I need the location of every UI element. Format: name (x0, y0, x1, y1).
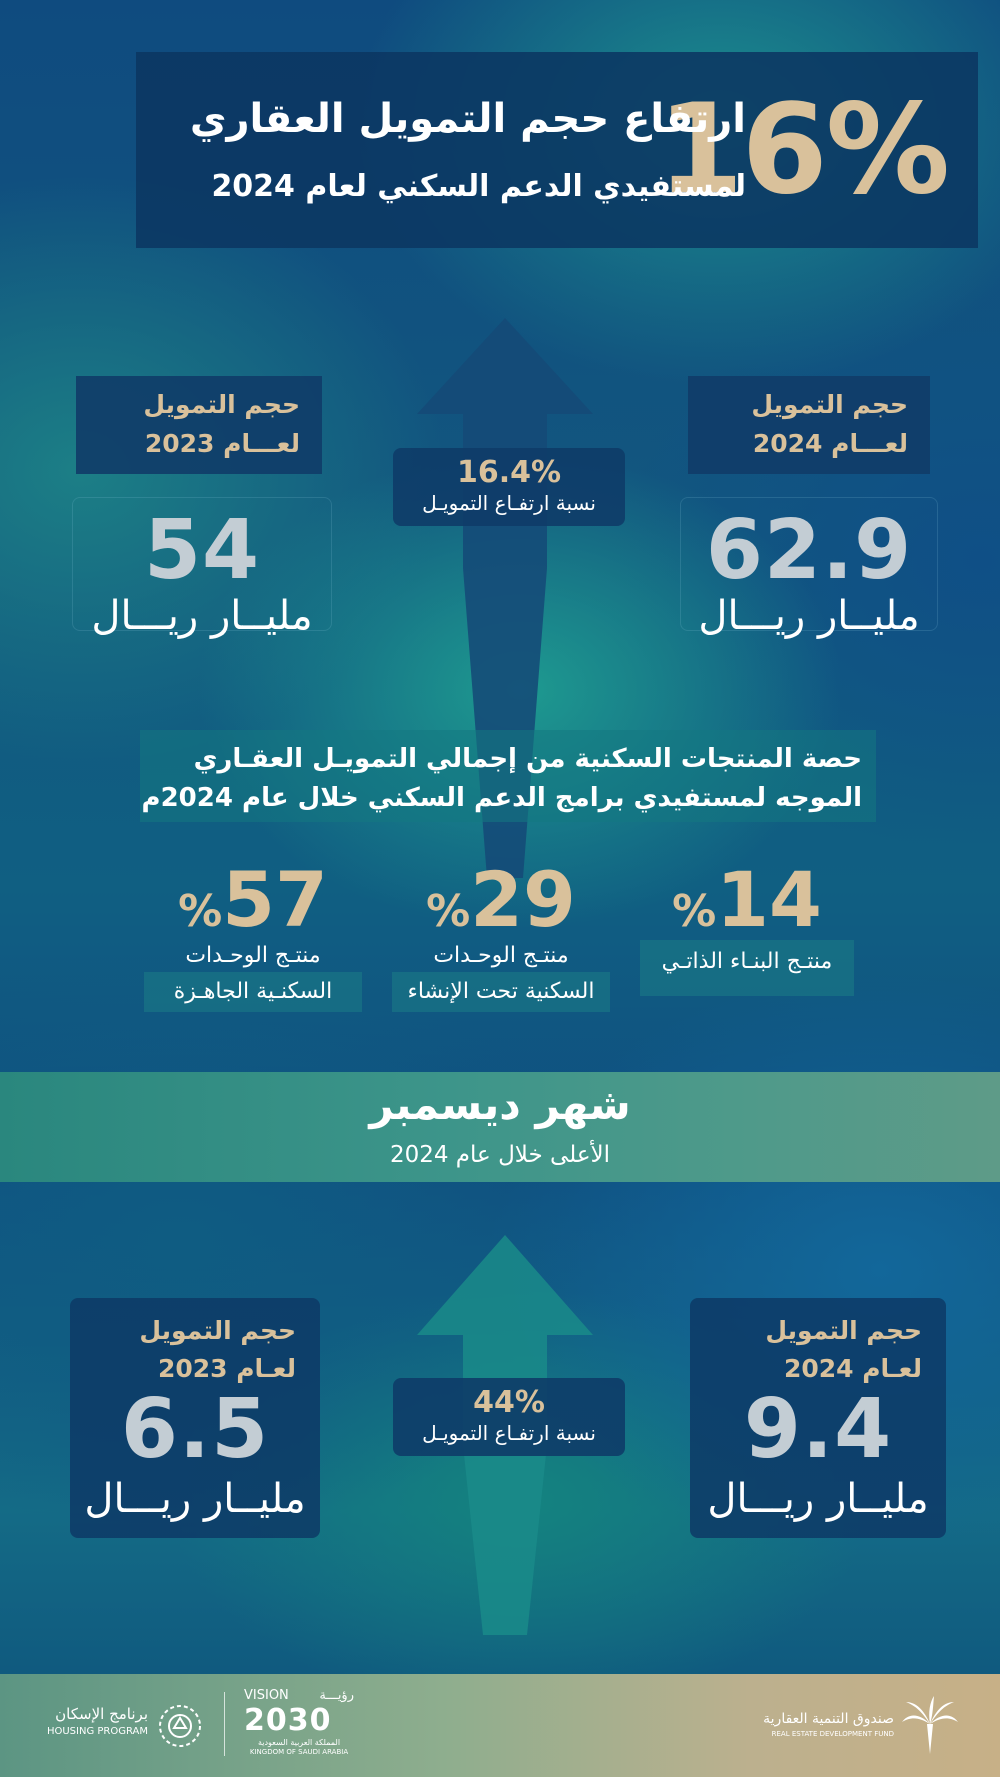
label-line: حجم التمويل (143, 390, 300, 419)
product-ready-units (144, 855, 362, 1012)
vision-year: 2030 (244, 1702, 332, 1738)
monthly-value-2024: 9.4 (743, 1382, 893, 1477)
vision-kingdom-ar: المملكة العربية السعودية (257, 1737, 341, 1747)
december-title: شهر ديسمبر (369, 1080, 631, 1129)
monthly-2023-box (70, 1298, 320, 1538)
annual-value-2024: 62.9 (705, 503, 913, 598)
product-under-construction (392, 855, 610, 1012)
annual-increase-box (393, 448, 625, 526)
product-percent-value: 29 (470, 855, 576, 944)
product-percent-value: 14 (716, 855, 822, 944)
header-banner (136, 52, 978, 248)
share-title-line1: حصة المنتجات السكنية من إجمالي التمويـل العقـاري (193, 744, 862, 774)
program-name-ar: برنامج الإسكان (55, 1705, 148, 1723)
monthly-2024-label-line2: لعـام 2024 (783, 1353, 922, 1383)
palm-emblem-icon (900, 1694, 960, 1760)
vision-ar: رؤيـــة (319, 1688, 354, 1703)
label-line: حجم التمويل (751, 390, 908, 419)
product-caption-line2: السكنـية الجاهـزة (144, 972, 362, 1012)
product-caption-line2: السكنية تحت الإنشاء (392, 972, 610, 1012)
monthly-2023-label-line1: حجم التمويل (139, 1316, 296, 1345)
annual-increase-percent: 16.4% (456, 455, 562, 490)
annual-unit-2024: مليــار ريـــال (698, 593, 920, 639)
monthly-value-2023: 6.5 (120, 1382, 270, 1477)
program-name-en: HOUSING PROGRAM (46, 1726, 148, 1737)
monthly-2024-label-line1: حجم التمويل (765, 1316, 922, 1345)
product-percent-value: 57 (222, 855, 328, 944)
label-line: لعـــام 2023 (144, 428, 300, 458)
product-caption-line1: منتـج الوحـدات (185, 943, 321, 968)
annual-value-2023: 54 (143, 503, 261, 598)
vision-2030-logo (244, 1688, 354, 1758)
monthly-increase-box (393, 1378, 625, 1456)
product-caption: منتـج البنـاء الذاتـي (640, 940, 854, 996)
vision-kingdom-en: KINGDOM OF SAUDI ARABIA (249, 1747, 349, 1756)
monthly-increase-percent: 44% (473, 1385, 545, 1420)
share-title-box (140, 730, 876, 822)
percent-sign: % (426, 886, 471, 937)
product-self-build (640, 855, 854, 996)
housing-program-emblem-icon (152, 1698, 208, 1754)
footer-bar (0, 1674, 1000, 1777)
annual-value-2023-box (72, 497, 332, 639)
annual-label-2023 (76, 376, 322, 474)
fund-name-en: REAL ESTATE DEVELOPMENT FUND (771, 1729, 894, 1738)
annual-increase-caption: نسبة ارتفـاع التمويـل (422, 491, 596, 515)
monthly-unit-2024: مليــار ريـــال (707, 1476, 929, 1522)
header-subtitle: لمستفيدي الدعم السكني لعام 2024 (211, 169, 746, 204)
header-percent: 16% (657, 78, 948, 222)
product-percent (640, 855, 854, 944)
percent-sign: % (178, 886, 223, 937)
annual-value-2024-box (680, 497, 938, 639)
annual-label-2024 (688, 376, 930, 474)
share-title-line2: الموجه لمستفيدي برامج الدعم السكني خلال عام 2024م (141, 783, 862, 813)
vision-label: VISION (244, 1688, 289, 1703)
monthly-increase-caption: نسبة ارتفـاع التمويـل (422, 1421, 596, 1445)
monthly-2024-box (690, 1298, 946, 1538)
label-line: لعـــام 2024 (752, 428, 908, 458)
monthly-unit-2023: مليــار ريـــال (84, 1476, 306, 1522)
product-caption-line1: منتـج الوحـدات (433, 943, 569, 968)
fund-name-ar: صندوق التنمية العقارية (763, 1711, 894, 1727)
product-percent (392, 855, 610, 944)
annual-unit-2023: مليــار ريـــال (91, 593, 313, 639)
percent-sign: % (672, 886, 717, 937)
december-subtitle: الأعلى خلال عام 2024 (389, 1142, 611, 1168)
monthly-2023-label-line2: لعـام 2023 (157, 1353, 296, 1383)
product-percent (144, 855, 362, 944)
header-title: ارتفاع حجم التمويل العقاري (189, 96, 746, 142)
housing-program-logo (30, 1704, 148, 1739)
footer-divider (224, 1692, 225, 1756)
redf-logo (744, 1710, 894, 1739)
